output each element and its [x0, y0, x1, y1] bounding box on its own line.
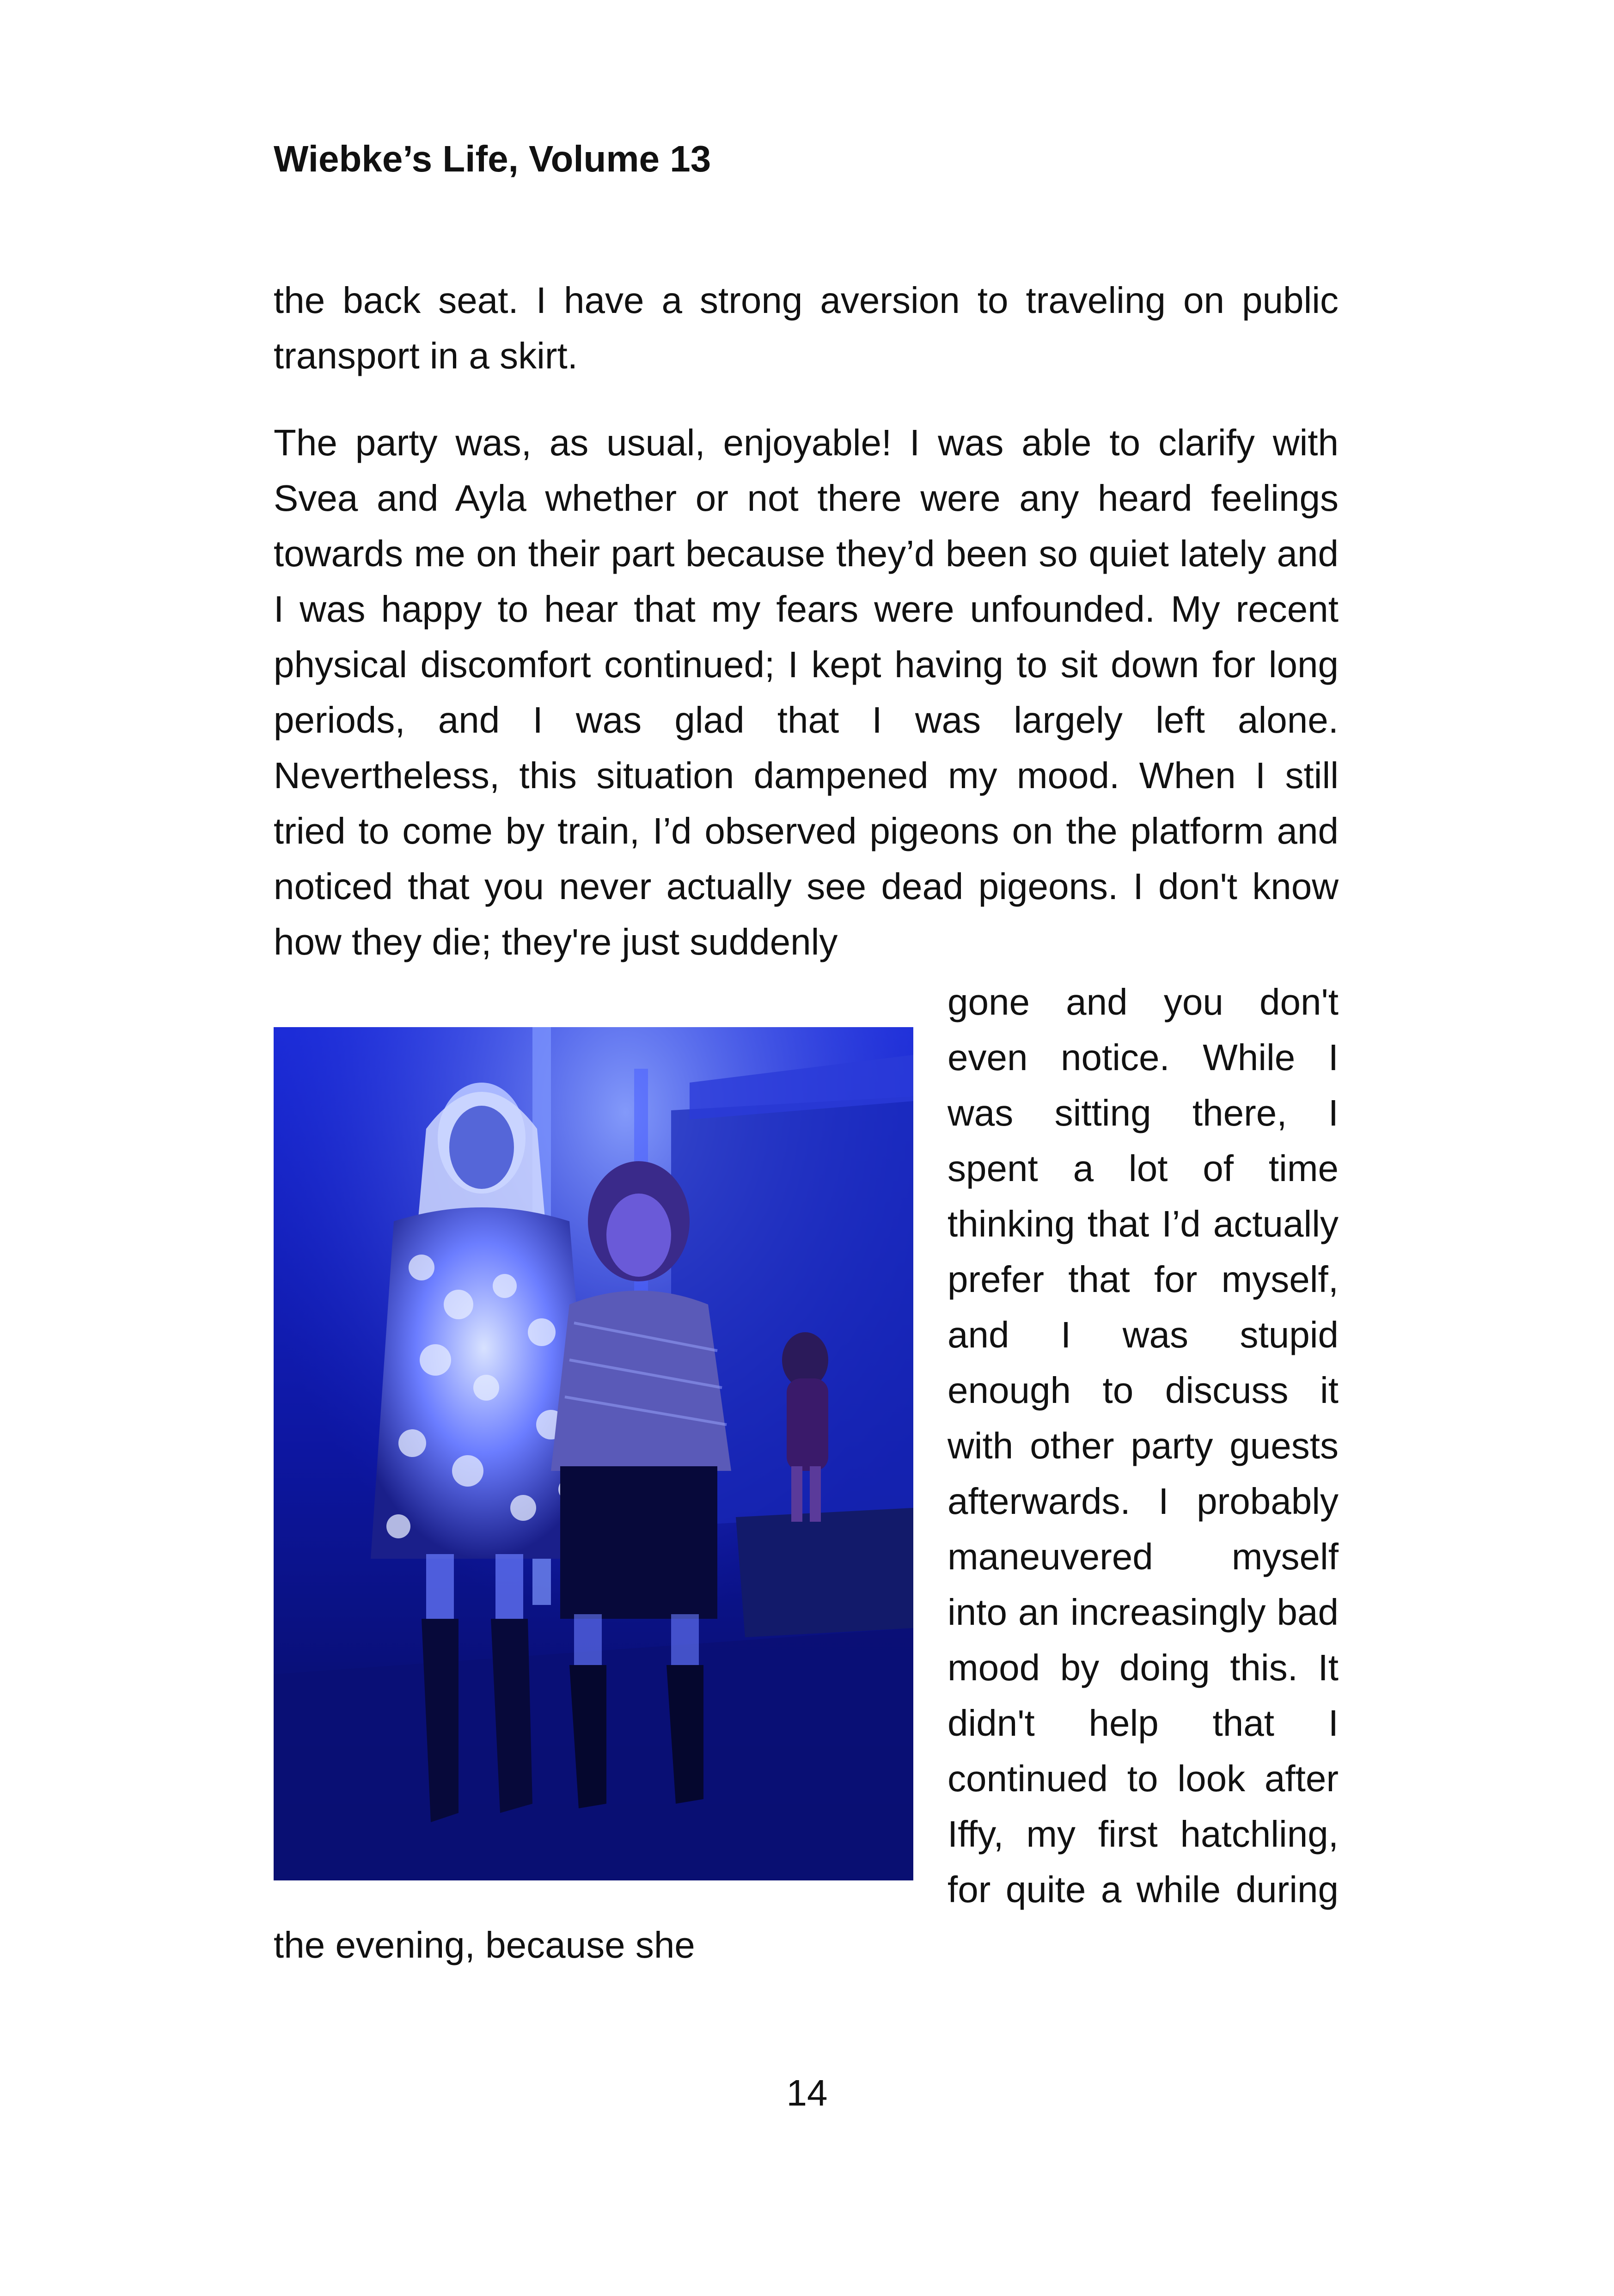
party-photo [274, 1027, 913, 1880]
paragraph-1: the back seat. I have a strong aversion to traveling on public transport in a skirt. [274, 280, 1339, 376]
party-photo-image [274, 1027, 913, 1880]
page-number: 14 [786, 2072, 828, 2113]
paragraph-2-wrap-text: gone and you don't even notice. While I was sitting there, I spent a lot of time thinking that I’d actually prefer that for myself, and I was stupid enough to discuss it with other party guests afterwards. I probably maneuvered myself into an increasingly bad mood by doing this. It didn't help that I continued to look after Iffy, my first hatchling, for quite a while during the evening, because she [274, 981, 1339, 1965]
paragraph-2: The party was, as usual, enjoyable! I was able to clarify with Svea and Ayla whether or not there were any heard feelings towards me on their part because they’d been so quiet lately and I was happy to hear that my fears were unfounded. My recent physical discomfort continued; I kept having to sit down for long periods, and I was glad that I was largely left alone. Nevertheless, this situation dampened my mood. When I still tried to come by train, I’d observed pigeons on the platform and noticed that you never actually see dead pigeons. I don't know how they die; they're just suddenly [274, 422, 1339, 962]
running-header: Wiebke’s Life, Volume 13 [274, 138, 711, 179]
